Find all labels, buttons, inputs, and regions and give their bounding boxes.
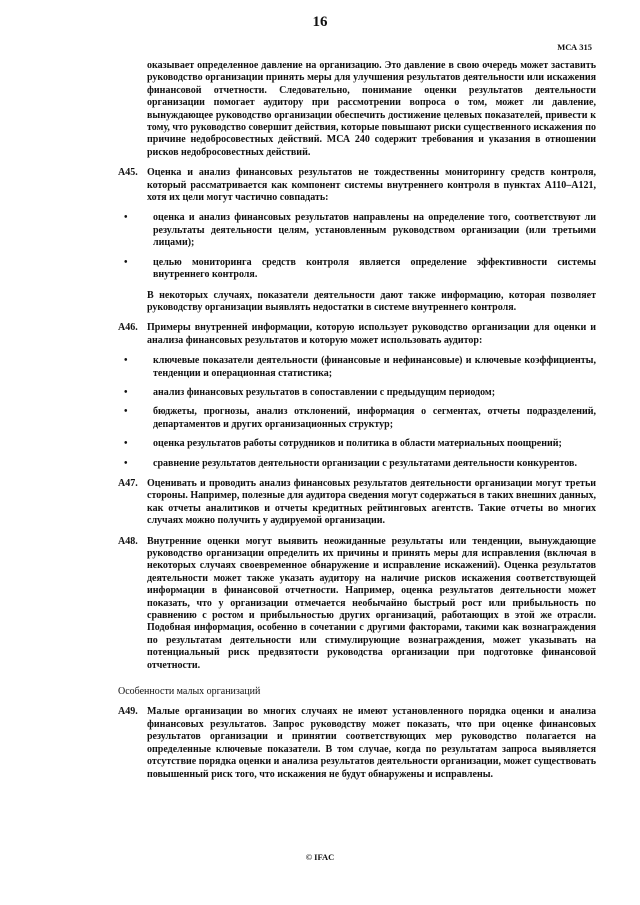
paragraph-text: Примеры внутренней информации, которую использует руководство организации для оценки и анализа финансовых результатов и которую может использовать аудитор:	[147, 322, 596, 346]
paragraph-text: Оценка и анализ финансовых результатов не тождественны мониторингу средств контроля, который рассматривается как компонент системы внутреннего контроля в пунктах A110–A121, хотя их цели могут частично совпадать:	[147, 167, 596, 204]
paragraph-text: Малые организации во многих случаях не имеют установленного порядка оценки и анализа финансовых результатов. Запрос руководству может показать, что при оценке финансовых результатов организации и принятии соответствующих мер руководство полагается на определенные ключевые показатели. В том случае, когда по результатам запроса выявляется отсутствие порядка оценки и анализа результатов деятельности организации, может существовать повышенный риск того, что искажения не будут обнаружены и исправлены.	[147, 706, 596, 780]
list-item-text: ключевые показатели деятельности (финансовые и нефинансовые) и ключевые коэффициенты, тенденции и операционная статистика;	[153, 355, 596, 379]
list-item	[118, 257, 596, 282]
page-body	[118, 60, 596, 781]
paragraph-a46	[118, 322, 596, 470]
list-item	[118, 438, 596, 450]
bullet-icon: •	[124, 256, 128, 268]
bullet-list	[118, 212, 596, 281]
paragraph-label: A48.	[118, 535, 138, 547]
list-item	[118, 458, 596, 470]
bullet-icon: •	[124, 386, 128, 398]
bullet-icon: •	[124, 406, 128, 418]
paragraph-a46-main	[118, 322, 596, 347]
list-item-text: анализ финансовых результатов в сопоставлении с предыдущим периодом;	[153, 386, 496, 398]
bullet-icon: •	[124, 438, 128, 450]
paragraph-label: A47.	[118, 477, 138, 489]
page-number: 16	[312, 14, 328, 30]
paragraph-a48	[118, 536, 596, 672]
paragraph-a47	[118, 478, 596, 528]
bullet-list	[118, 355, 596, 470]
list-item-text: сравнение результатов деятельности организации с результатами деятельности конкурентов.	[153, 457, 577, 469]
copyright-footer: © IFAC	[305, 852, 335, 862]
list-item-text: оценка результатов работы сотрудников и политика в области материальных поощрений;	[153, 438, 562, 450]
document-code: МСА 315	[557, 42, 592, 52]
section-heading: Особенности малых организаций	[118, 686, 261, 698]
list-item	[118, 355, 596, 380]
intro-paragraph: оказывает определенное давление на организацию. Это давление в свою очередь может заставить руководство организации принять меры для улучшения результатов деятельности или искажения финансовой отчетности. Следовательно, понимание оценки результатов деятельности организации помогает аудитору при рассмотрении вопроса о том, может ли давление, вынуждающее руководство организации обеспечить достижение целевых показателей, привести к тому, что руководство совершит действия, которые повышают риски существенного искажения по причине недобросовестных действий. МСА 240 содержит требования и указания в отношении рисков недобросовестных действий.	[147, 60, 596, 158]
list-item-text: бюджеты, прогнозы, анализ отклонений, информация о сегментах, отчеты подразделений, департаментов и других организационных структур;	[153, 406, 596, 430]
list-item	[118, 387, 596, 399]
paragraph-text: Внутренние оценки могут выявить неожиданные результаты или тенденции, вынуждающие руководство организации определить их причины и принять меры для исправления (включая в некоторых случаях своевременное обнаружение и исправление искажений). Оценка результатов деятельности может также указать аудитору на наличие рисков искажения соответствующей информации в финансовой отчетности. Например, оценка результатов деятельности может показать, что у организации отмечается необычайно быстрый рост или прибыльность по сравнению с ростом и прибыльностью других организаций, работающих в этой же отрасли. Подобная информация, особенно в сочетании с другими факторами, такими как вознаграждения по результатам деятельности или стимулирующие вознаграждения, может указывать на потенциальный риск предвзятости руководства организации при подготовке финансовой отчетности.	[147, 535, 596, 671]
list-item-text: целью мониторинга средств контроля является определение эффективности системы внутреннего контроля.	[153, 256, 596, 281]
bullet-icon: •	[124, 457, 128, 469]
paragraph-label: A49.	[118, 706, 138, 718]
paragraph-label: A45.	[118, 167, 138, 179]
paragraph-a45-follow: В некоторых случаях, показатели деятельности дают также информацию, которая позволяет руководству организации выявлять недостатки в системе внутреннего контроля.	[147, 289, 596, 313]
list-item	[118, 406, 596, 431]
paragraph-text: Оценивать и проводить анализ финансовых результатов деятельности организации могут третьи стороны. Например, полезные для аудитора сведения могут содержаться в таких внешних данных, как отчеты аналитиков и отчеты кредитных рейтинговых агентств. Такие отчеты во многих случаях можно получить у аудируемой организации.	[147, 477, 596, 527]
paragraph-a45	[118, 167, 596, 314]
list-item-text: оценка и анализ финансовых результатов направлены на определение того, соответствуют ли результаты деятельности целям, установленным руководством организации (или третьими лицами);	[153, 212, 596, 249]
paragraph-label: A46.	[118, 322, 138, 334]
list-item	[118, 212, 596, 249]
paragraph-a45-main	[118, 167, 596, 204]
bullet-icon: •	[124, 212, 128, 224]
paragraph-a49	[118, 706, 596, 780]
bullet-icon: •	[124, 355, 128, 367]
